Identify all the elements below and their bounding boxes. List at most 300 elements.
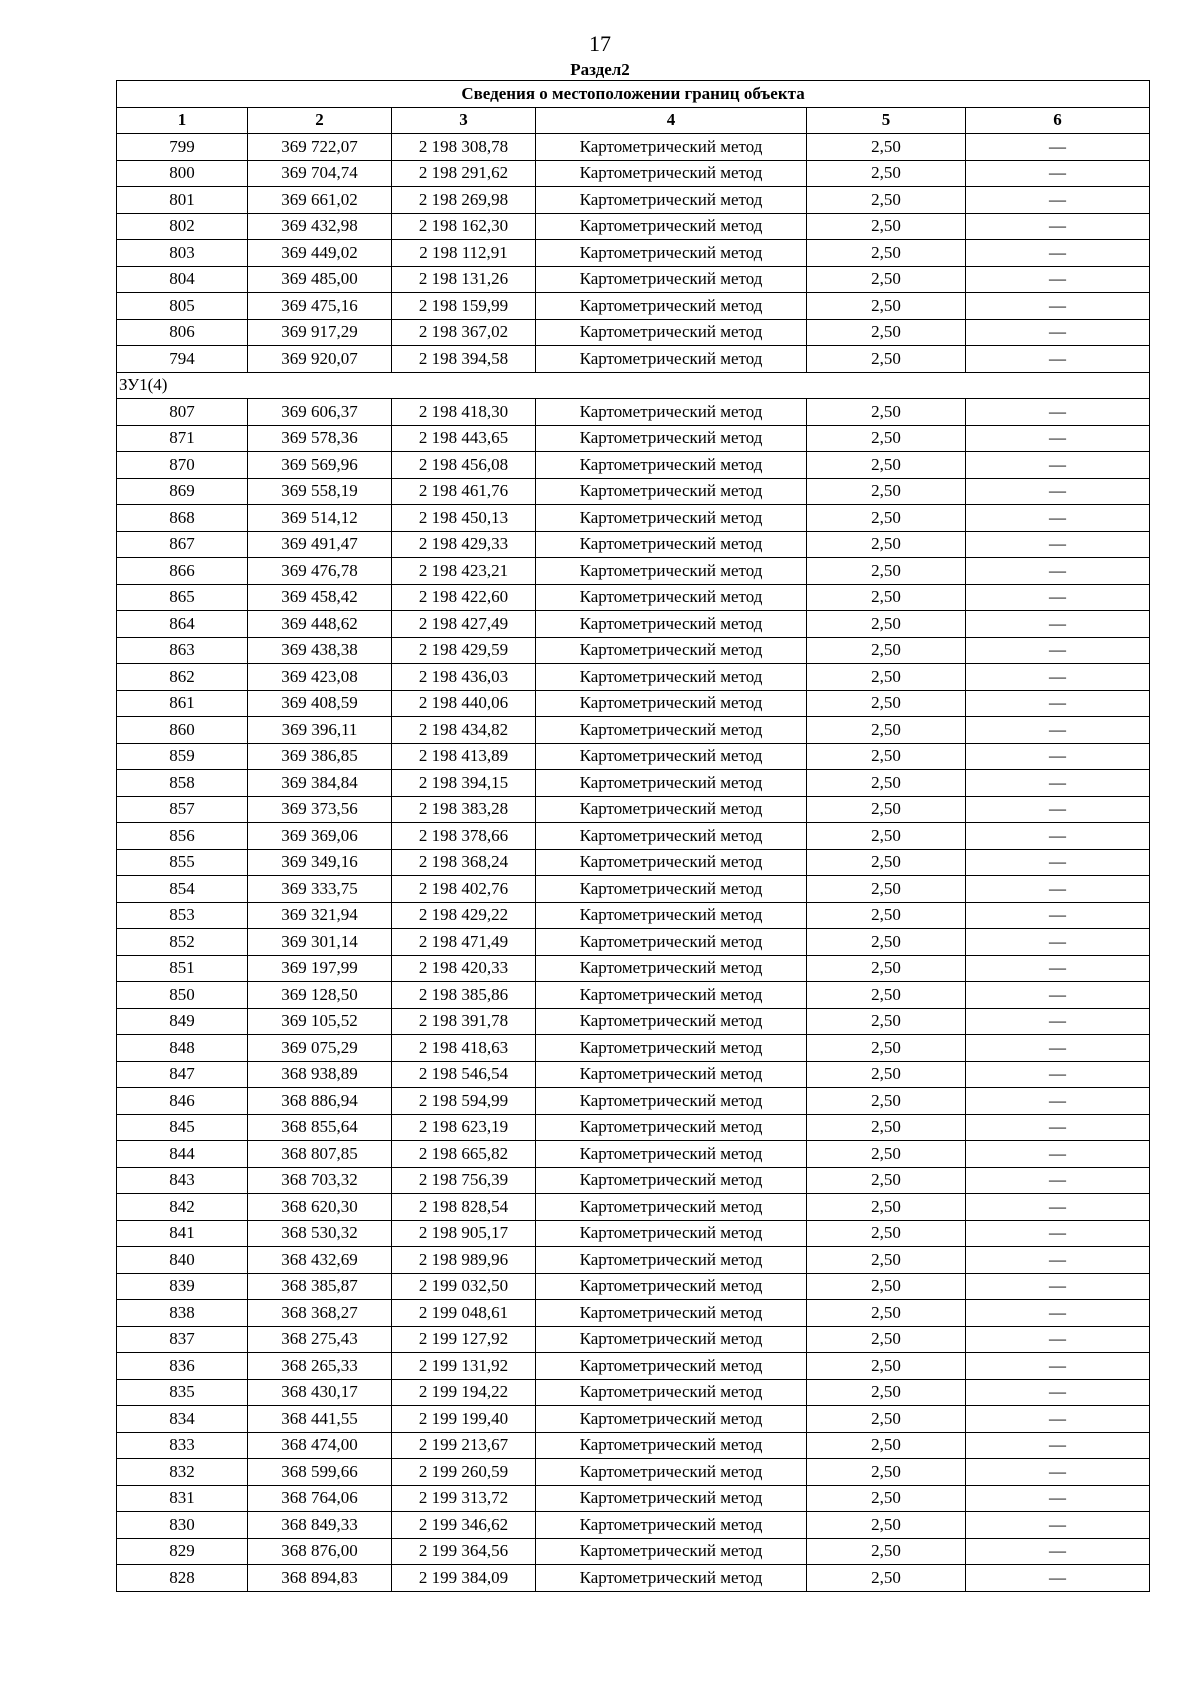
point-number-cell: 829 — [117, 1538, 248, 1565]
description-cell: — — [966, 637, 1150, 664]
method-cell: Картометрический метод — [536, 796, 807, 823]
description-cell: — — [966, 1141, 1150, 1168]
table-row — [117, 1167, 1150, 1194]
accuracy-cell: 2,50 — [807, 346, 966, 373]
description-cell: — — [966, 743, 1150, 770]
accuracy-cell: 2,50 — [807, 876, 966, 903]
table-row — [117, 1061, 1150, 1088]
table-row — [117, 770, 1150, 797]
column-header: 1 — [117, 107, 248, 134]
point-number-cell: 807 — [117, 399, 248, 426]
description-cell: — — [966, 1326, 1150, 1353]
accuracy-cell: 2,50 — [807, 425, 966, 452]
x-coordinate-cell: 369 105,52 — [248, 1008, 392, 1035]
point-number-cell: 853 — [117, 902, 248, 929]
description-cell: — — [966, 1459, 1150, 1486]
section-title: Раздел2 — [570, 60, 630, 79]
method-cell: Картометрический метод — [536, 240, 807, 267]
y-coordinate-cell: 2 198 756,39 — [392, 1167, 536, 1194]
description-cell: — — [966, 558, 1150, 585]
x-coordinate-cell: 369 349,16 — [248, 849, 392, 876]
accuracy-cell: 2,50 — [807, 849, 966, 876]
y-coordinate-cell: 2 198 429,59 — [392, 637, 536, 664]
x-coordinate-cell: 368 265,33 — [248, 1353, 392, 1380]
method-cell: Картометрический метод — [536, 743, 807, 770]
x-coordinate-cell: 369 369,06 — [248, 823, 392, 850]
description-cell: — — [966, 690, 1150, 717]
point-number-cell: 840 — [117, 1247, 248, 1274]
x-coordinate-cell: 369 301,14 — [248, 929, 392, 956]
table-row — [117, 1114, 1150, 1141]
accuracy-cell: 2,50 — [807, 1300, 966, 1327]
y-coordinate-cell: 2 198 420,33 — [392, 955, 536, 982]
table-row — [117, 1326, 1150, 1353]
description-cell: — — [966, 1061, 1150, 1088]
description-cell: — — [966, 213, 1150, 240]
description-cell: — — [966, 1167, 1150, 1194]
table-row — [117, 293, 1150, 320]
method-cell: Картометрический метод — [536, 611, 807, 638]
point-number-cell: 861 — [117, 690, 248, 717]
accuracy-cell: 2,50 — [807, 1008, 966, 1035]
method-cell: Картометрический метод — [536, 160, 807, 187]
accuracy-cell: 2,50 — [807, 213, 966, 240]
description-cell: — — [966, 1194, 1150, 1221]
y-coordinate-cell: 2 198 367,02 — [392, 319, 536, 346]
table-row — [117, 690, 1150, 717]
table-row — [117, 955, 1150, 982]
description-cell: — — [966, 319, 1150, 346]
description-cell: — — [966, 1035, 1150, 1062]
column-header: 5 — [807, 107, 966, 134]
description-cell: — — [966, 1247, 1150, 1274]
description-cell: — — [966, 1300, 1150, 1327]
y-coordinate-cell: 2 198 665,82 — [392, 1141, 536, 1168]
x-coordinate-cell: 368 368,27 — [248, 1300, 392, 1327]
x-coordinate-cell: 369 197,99 — [248, 955, 392, 982]
y-coordinate-cell: 2 198 429,33 — [392, 531, 536, 558]
table-row — [117, 1035, 1150, 1062]
description-cell: — — [966, 1538, 1150, 1565]
point-number-cell: 850 — [117, 982, 248, 1009]
method-cell: Картометрический метод — [536, 187, 807, 214]
accuracy-cell: 2,50 — [807, 743, 966, 770]
accuracy-cell: 2,50 — [807, 637, 966, 664]
y-coordinate-cell: 2 198 422,60 — [392, 584, 536, 611]
description-cell: — — [966, 823, 1150, 850]
point-number-cell: 868 — [117, 505, 248, 532]
x-coordinate-cell: 369 514,12 — [248, 505, 392, 532]
table-row — [117, 876, 1150, 903]
method-cell: Картометрический метод — [536, 1061, 807, 1088]
group-label: ЗУ1(4) — [117, 372, 1150, 399]
table-row — [117, 1512, 1150, 1539]
method-cell: Картометрический метод — [536, 902, 807, 929]
point-number-cell: 845 — [117, 1114, 248, 1141]
point-number-cell: 831 — [117, 1485, 248, 1512]
y-coordinate-cell: 2 198 427,49 — [392, 611, 536, 638]
table-body — [117, 134, 1150, 1592]
x-coordinate-cell: 369 386,85 — [248, 743, 392, 770]
description-cell: — — [966, 1273, 1150, 1300]
method-cell: Картометрический метод — [536, 1141, 807, 1168]
y-coordinate-cell: 2 198 308,78 — [392, 134, 536, 161]
x-coordinate-cell: 369 384,84 — [248, 770, 392, 797]
point-number-cell: 849 — [117, 1008, 248, 1035]
accuracy-cell: 2,50 — [807, 1512, 966, 1539]
point-number-cell: 871 — [117, 425, 248, 452]
accuracy-cell: 2,50 — [807, 1061, 966, 1088]
table-caption: Сведения о местоположении границ объекта — [117, 81, 1150, 108]
accuracy-cell: 2,50 — [807, 293, 966, 320]
description-cell: — — [966, 1485, 1150, 1512]
x-coordinate-cell: 369 578,36 — [248, 425, 392, 452]
description-cell: — — [966, 346, 1150, 373]
point-number-cell: 832 — [117, 1459, 248, 1486]
x-coordinate-cell: 369 485,00 — [248, 266, 392, 293]
point-number-cell: 802 — [117, 213, 248, 240]
x-coordinate-cell: 369 438,38 — [248, 637, 392, 664]
y-coordinate-cell: 2 199 127,92 — [392, 1326, 536, 1353]
table-row — [117, 902, 1150, 929]
method-cell: Картометрический метод — [536, 1008, 807, 1035]
table-row — [117, 1485, 1150, 1512]
y-coordinate-cell: 2 199 199,40 — [392, 1406, 536, 1433]
x-coordinate-cell: 368 894,83 — [248, 1565, 392, 1592]
description-cell: — — [966, 266, 1150, 293]
method-cell: Картометрический метод — [536, 505, 807, 532]
accuracy-cell: 2,50 — [807, 478, 966, 505]
y-coordinate-cell: 2 198 383,28 — [392, 796, 536, 823]
y-coordinate-cell: 2 199 213,67 — [392, 1432, 536, 1459]
table-row — [117, 584, 1150, 611]
method-cell: Картометрический метод — [536, 319, 807, 346]
point-number-cell: 806 — [117, 319, 248, 346]
table-row — [117, 187, 1150, 214]
method-cell: Картометрический метод — [536, 346, 807, 373]
method-cell: Картометрический метод — [536, 664, 807, 691]
method-cell: Картометрический метод — [536, 1326, 807, 1353]
accuracy-cell: 2,50 — [807, 399, 966, 426]
description-cell: — — [966, 929, 1150, 956]
point-number-cell: 866 — [117, 558, 248, 585]
method-cell: Картометрический метод — [536, 1088, 807, 1115]
description-cell: — — [966, 505, 1150, 532]
y-coordinate-cell: 2 198 368,24 — [392, 849, 536, 876]
accuracy-cell: 2,50 — [807, 160, 966, 187]
point-number-cell: 830 — [117, 1512, 248, 1539]
table-row — [117, 425, 1150, 452]
point-number-cell: 846 — [117, 1088, 248, 1115]
y-coordinate-cell: 2 198 461,76 — [392, 478, 536, 505]
table-row — [117, 266, 1150, 293]
description-cell: — — [966, 425, 1150, 452]
y-coordinate-cell: 2 199 313,72 — [392, 1485, 536, 1512]
y-coordinate-cell: 2 198 112,91 — [392, 240, 536, 267]
column-header: 2 — [248, 107, 392, 134]
description-cell: — — [966, 664, 1150, 691]
description-cell: — — [966, 849, 1150, 876]
y-coordinate-cell: 2 198 291,62 — [392, 160, 536, 187]
method-cell: Картометрический метод — [536, 584, 807, 611]
y-coordinate-cell: 2 198 269,98 — [392, 187, 536, 214]
table-row — [117, 452, 1150, 479]
method-cell: Картометрический метод — [536, 690, 807, 717]
table-row — [117, 743, 1150, 770]
method-cell: Картометрический метод — [536, 1432, 807, 1459]
y-coordinate-cell: 2 199 384,09 — [392, 1565, 536, 1592]
table-row — [117, 558, 1150, 585]
point-number-cell: 851 — [117, 955, 248, 982]
y-coordinate-cell: 2 199 260,59 — [392, 1459, 536, 1486]
y-coordinate-cell: 2 198 418,30 — [392, 399, 536, 426]
method-cell: Картометрический метод — [536, 770, 807, 797]
description-cell: — — [966, 584, 1150, 611]
description-cell: — — [966, 1379, 1150, 1406]
table-row — [117, 1088, 1150, 1115]
description-cell: — — [966, 1008, 1150, 1035]
accuracy-cell: 2,50 — [807, 266, 966, 293]
point-number-cell: 828 — [117, 1565, 248, 1592]
method-cell: Картометрический метод — [536, 1220, 807, 1247]
accuracy-cell: 2,50 — [807, 902, 966, 929]
table-row — [117, 1008, 1150, 1035]
accuracy-cell: 2,50 — [807, 823, 966, 850]
x-coordinate-cell: 368 849,33 — [248, 1512, 392, 1539]
y-coordinate-cell: 2 199 048,61 — [392, 1300, 536, 1327]
y-coordinate-cell: 2 199 131,92 — [392, 1353, 536, 1380]
point-number-cell: 839 — [117, 1273, 248, 1300]
description-cell: — — [966, 1432, 1150, 1459]
point-number-cell: 801 — [117, 187, 248, 214]
x-coordinate-cell: 368 807,85 — [248, 1141, 392, 1168]
description-cell: — — [966, 399, 1150, 426]
method-cell: Картометрический метод — [536, 1485, 807, 1512]
point-number-cell: 844 — [117, 1141, 248, 1168]
x-coordinate-cell: 368 474,00 — [248, 1432, 392, 1459]
table-row — [117, 611, 1150, 638]
x-coordinate-cell: 368 886,94 — [248, 1088, 392, 1115]
point-number-cell: 835 — [117, 1379, 248, 1406]
method-cell: Картометрический метод — [536, 1459, 807, 1486]
x-coordinate-cell: 369 476,78 — [248, 558, 392, 585]
x-coordinate-cell: 369 432,98 — [248, 213, 392, 240]
description-cell: — — [966, 1512, 1150, 1539]
table-row — [117, 531, 1150, 558]
accuracy-cell: 2,50 — [807, 690, 966, 717]
table-row — [117, 1300, 1150, 1327]
x-coordinate-cell: 368 599,66 — [248, 1459, 392, 1486]
point-number-cell: 860 — [117, 717, 248, 744]
accuracy-cell: 2,50 — [807, 505, 966, 532]
x-coordinate-cell: 369 448,62 — [248, 611, 392, 638]
description-cell: — — [966, 531, 1150, 558]
x-coordinate-cell: 368 385,87 — [248, 1273, 392, 1300]
y-coordinate-cell: 2 198 471,49 — [392, 929, 536, 956]
y-coordinate-cell: 2 198 385,86 — [392, 982, 536, 1009]
group-row — [117, 372, 1150, 399]
table-header-row — [117, 107, 1150, 134]
table-row — [117, 319, 1150, 346]
x-coordinate-cell: 368 938,89 — [248, 1061, 392, 1088]
table-caption-row — [117, 81, 1150, 108]
y-coordinate-cell: 2 198 423,21 — [392, 558, 536, 585]
boundary-coordinates-table — [116, 80, 1150, 1592]
accuracy-cell: 2,50 — [807, 1141, 966, 1168]
point-number-cell: 799 — [117, 134, 248, 161]
accuracy-cell: 2,50 — [807, 717, 966, 744]
accuracy-cell: 2,50 — [807, 796, 966, 823]
point-number-cell: 858 — [117, 770, 248, 797]
method-cell: Картометрический метод — [536, 637, 807, 664]
accuracy-cell: 2,50 — [807, 319, 966, 346]
table-row — [117, 505, 1150, 532]
accuracy-cell: 2,50 — [807, 664, 966, 691]
y-coordinate-cell: 2 198 394,58 — [392, 346, 536, 373]
table-row — [117, 1379, 1150, 1406]
method-cell: Картометрический метод — [536, 982, 807, 1009]
y-coordinate-cell: 2 198 378,66 — [392, 823, 536, 850]
column-header: 3 — [392, 107, 536, 134]
x-coordinate-cell: 368 764,06 — [248, 1485, 392, 1512]
table-row — [117, 399, 1150, 426]
table-row — [117, 717, 1150, 744]
table-row — [117, 637, 1150, 664]
x-coordinate-cell: 368 432,69 — [248, 1247, 392, 1274]
x-coordinate-cell: 369 491,47 — [248, 531, 392, 558]
x-coordinate-cell: 369 558,19 — [248, 478, 392, 505]
accuracy-cell: 2,50 — [807, 1035, 966, 1062]
method-cell: Картометрический метод — [536, 1035, 807, 1062]
y-coordinate-cell: 2 198 391,78 — [392, 1008, 536, 1035]
accuracy-cell: 2,50 — [807, 1194, 966, 1221]
description-cell: — — [966, 982, 1150, 1009]
point-number-cell: 804 — [117, 266, 248, 293]
method-cell: Картометрический метод — [536, 452, 807, 479]
table-row — [117, 1406, 1150, 1433]
point-number-cell: 836 — [117, 1353, 248, 1380]
table-row — [117, 1247, 1150, 1274]
point-number-cell: 833 — [117, 1432, 248, 1459]
point-number-cell: 847 — [117, 1061, 248, 1088]
accuracy-cell: 2,50 — [807, 134, 966, 161]
table-row — [117, 1353, 1150, 1380]
description-cell: — — [966, 876, 1150, 903]
accuracy-cell: 2,50 — [807, 187, 966, 214]
accuracy-cell: 2,50 — [807, 1432, 966, 1459]
table-row — [117, 478, 1150, 505]
table-row — [117, 1538, 1150, 1565]
description-cell: — — [966, 717, 1150, 744]
x-coordinate-cell: 369 396,11 — [248, 717, 392, 744]
method-cell: Картометрический метод — [536, 558, 807, 585]
x-coordinate-cell: 369 606,37 — [248, 399, 392, 426]
x-coordinate-cell: 368 703,32 — [248, 1167, 392, 1194]
accuracy-cell: 2,50 — [807, 558, 966, 585]
method-cell: Картометрический метод — [536, 849, 807, 876]
description-cell: — — [966, 1565, 1150, 1592]
table-row — [117, 1459, 1150, 1486]
y-coordinate-cell: 2 198 623,19 — [392, 1114, 536, 1141]
table-row — [117, 346, 1150, 373]
description-cell: — — [966, 1088, 1150, 1115]
method-cell: Картометрический метод — [536, 876, 807, 903]
method-cell: Картометрический метод — [536, 531, 807, 558]
accuracy-cell: 2,50 — [807, 1247, 966, 1274]
x-coordinate-cell: 368 855,64 — [248, 1114, 392, 1141]
method-cell: Картометрический метод — [536, 929, 807, 956]
accuracy-cell: 2,50 — [807, 1538, 966, 1565]
x-coordinate-cell: 369 128,50 — [248, 982, 392, 1009]
accuracy-cell: 2,50 — [807, 1406, 966, 1433]
description-cell: — — [966, 187, 1150, 214]
y-coordinate-cell: 2 198 450,13 — [392, 505, 536, 532]
method-cell: Картометрический метод — [536, 1512, 807, 1539]
method-cell: Картометрический метод — [536, 1300, 807, 1327]
description-cell: — — [966, 293, 1150, 320]
y-coordinate-cell: 2 198 546,54 — [392, 1061, 536, 1088]
point-number-cell: 841 — [117, 1220, 248, 1247]
accuracy-cell: 2,50 — [807, 1485, 966, 1512]
point-number-cell: 863 — [117, 637, 248, 664]
table-row — [117, 1220, 1150, 1247]
point-number-cell: 856 — [117, 823, 248, 850]
accuracy-cell: 2,50 — [807, 584, 966, 611]
point-number-cell: 867 — [117, 531, 248, 558]
table-row — [117, 160, 1150, 187]
x-coordinate-cell: 369 075,29 — [248, 1035, 392, 1062]
x-coordinate-cell: 369 917,29 — [248, 319, 392, 346]
table-row — [117, 929, 1150, 956]
point-number-cell: 843 — [117, 1167, 248, 1194]
x-coordinate-cell: 368 530,32 — [248, 1220, 392, 1247]
accuracy-cell: 2,50 — [807, 1326, 966, 1353]
method-cell: Картометрический метод — [536, 955, 807, 982]
point-number-cell: 855 — [117, 849, 248, 876]
point-number-cell: 842 — [117, 1194, 248, 1221]
point-number-cell: 834 — [117, 1406, 248, 1433]
point-number-cell: 854 — [117, 876, 248, 903]
point-number-cell: 859 — [117, 743, 248, 770]
x-coordinate-cell: 368 876,00 — [248, 1538, 392, 1565]
method-cell: Картометрический метод — [536, 1247, 807, 1274]
y-coordinate-cell: 2 198 159,99 — [392, 293, 536, 320]
y-coordinate-cell: 2 198 413,89 — [392, 743, 536, 770]
y-coordinate-cell: 2 198 418,63 — [392, 1035, 536, 1062]
accuracy-cell: 2,50 — [807, 929, 966, 956]
x-coordinate-cell: 368 441,55 — [248, 1406, 392, 1433]
y-coordinate-cell: 2 199 346,62 — [392, 1512, 536, 1539]
method-cell: Картометрический метод — [536, 717, 807, 744]
y-coordinate-cell: 2 198 828,54 — [392, 1194, 536, 1221]
y-coordinate-cell: 2 198 436,03 — [392, 664, 536, 691]
description-cell: — — [966, 902, 1150, 929]
accuracy-cell: 2,50 — [807, 452, 966, 479]
x-coordinate-cell: 369 333,75 — [248, 876, 392, 903]
y-coordinate-cell: 2 198 905,17 — [392, 1220, 536, 1247]
accuracy-cell: 2,50 — [807, 1459, 966, 1486]
column-header: 6 — [966, 107, 1150, 134]
y-coordinate-cell: 2 198 594,99 — [392, 1088, 536, 1115]
y-coordinate-cell: 2 198 456,08 — [392, 452, 536, 479]
point-number-cell: 862 — [117, 664, 248, 691]
table-row — [117, 213, 1150, 240]
x-coordinate-cell: 369 408,59 — [248, 690, 392, 717]
x-coordinate-cell: 368 430,17 — [248, 1379, 392, 1406]
method-cell: Картометрический метод — [536, 1379, 807, 1406]
method-cell: Картометрический метод — [536, 293, 807, 320]
point-number-cell: 869 — [117, 478, 248, 505]
